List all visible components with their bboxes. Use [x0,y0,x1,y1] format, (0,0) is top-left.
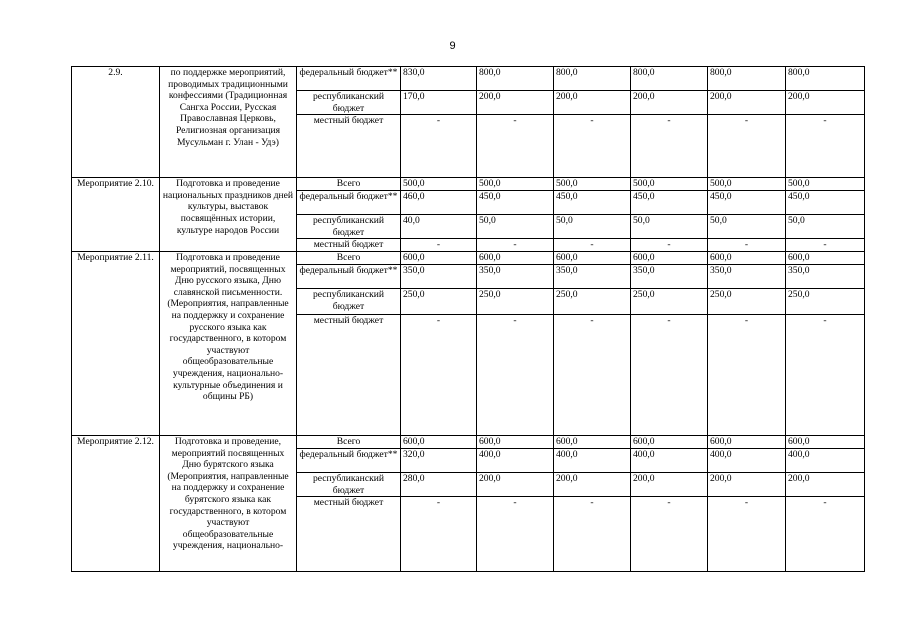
year-amount: 600,0 [477,251,554,264]
year-amount: 600,0 [708,251,786,264]
table-row [72,435,865,448]
year-amount: 350,0 [477,264,554,288]
funding-source: федеральный бюджет** [297,448,401,472]
year-amount: 200,0 [786,472,865,496]
year-amount: 250,0 [477,288,554,314]
year-amount: 500,0 [477,178,554,191]
funding-source: республиканский бюджет [297,215,401,239]
year-amount: - [631,115,708,178]
year-amount: 400,0 [554,448,631,472]
table-row [72,67,865,91]
year-amount: 50,0 [786,215,865,239]
year-amount: 600,0 [631,435,708,448]
funding-source: федеральный бюджет** [297,67,401,91]
year-amount: 200,0 [554,472,631,496]
year-amount: 450,0 [554,191,631,215]
year-amount: - [401,115,477,178]
year-amount: 600,0 [401,435,477,448]
year-amount: - [477,497,554,572]
year-amount: 460,0 [401,191,477,215]
year-amount: 800,0 [708,67,786,91]
year-amount: 830,0 [401,67,477,91]
year-amount: - [631,239,708,252]
year-amount: 350,0 [631,264,708,288]
funding-source: Всего [297,251,401,264]
year-amount: 800,0 [477,67,554,91]
funding-source: федеральный бюджет** [297,191,401,215]
year-amount: - [786,497,865,572]
funding-source: местный бюджет [297,497,401,572]
year-amount: 350,0 [401,264,477,288]
event-number: Мероприятие 2.10. [72,178,160,252]
funding-source: республиканский бюджет [297,472,401,496]
year-amount: 400,0 [477,448,554,472]
year-amount: - [554,497,631,572]
year-amount: 280,0 [401,472,477,496]
year-amount: 800,0 [554,67,631,91]
year-amount: - [786,239,865,252]
year-amount: 500,0 [631,178,708,191]
year-amount: - [786,314,865,435]
year-amount: - [477,239,554,252]
year-amount: 200,0 [477,91,554,115]
year-amount: - [708,314,786,435]
year-amount: 250,0 [401,288,477,314]
year-amount: 600,0 [401,251,477,264]
year-amount: 400,0 [708,448,786,472]
year-amount: 350,0 [786,264,865,288]
year-amount: - [631,314,708,435]
year-amount: - [631,497,708,572]
year-amount: 500,0 [401,178,477,191]
year-amount: 450,0 [631,191,708,215]
event-name: Подготовка и проведение мероприятий, посвященных Дню русского языка, Дню славянской письменности. (Мероприятия, направленные на поддержку и сохранение русского языка как государственного, в котором участвуют общеобразовательные учреждения, национально-культурные объединения и общины РБ) [160,251,297,435]
event-name: Подготовка и проведение национальных праздников дней культуры, выставок посвящённых истории, культуре народов России [160,178,297,252]
year-amount: 200,0 [631,472,708,496]
year-amount: 320,0 [401,448,477,472]
year-amount: - [708,497,786,572]
year-amount: 500,0 [708,178,786,191]
year-amount: 800,0 [631,67,708,91]
year-amount: 600,0 [631,251,708,264]
year-amount: 350,0 [708,264,786,288]
year-amount: 200,0 [708,472,786,496]
event-number: 2.9. [72,67,160,178]
year-amount: 50,0 [477,215,554,239]
year-amount: 400,0 [786,448,865,472]
event-name: по поддержке мероприятий, проводимых традиционными конфессиями (Традиционная Сангха России, Русская Православная Церковь, Религиозная организация Мусульман г. Улан - Удэ) [160,67,297,178]
page-number: 9 [449,40,456,52]
year-amount: 200,0 [477,472,554,496]
year-amount: - [401,497,477,572]
year-amount: 250,0 [786,288,865,314]
year-amount: - [554,115,631,178]
year-amount: 500,0 [554,178,631,191]
year-amount: 200,0 [708,91,786,115]
event-number: Мероприятие 2.11. [72,251,160,435]
funding-source: Всего [297,178,401,191]
year-amount: 50,0 [631,215,708,239]
funding-source: местный бюджет [297,314,401,435]
year-amount: - [477,115,554,178]
funding-source: республиканский бюджет [297,91,401,115]
year-amount: 40,0 [401,215,477,239]
year-amount: 170,0 [401,91,477,115]
year-amount: - [401,239,477,252]
year-amount: - [554,314,631,435]
year-amount: - [708,115,786,178]
year-amount: 400,0 [631,448,708,472]
event-number: Мероприятие 2.12. [72,435,160,571]
year-amount: 600,0 [477,435,554,448]
year-amount: 250,0 [631,288,708,314]
table-row [72,251,865,264]
year-amount: 450,0 [708,191,786,215]
year-amount: 200,0 [786,91,865,115]
year-amount: 450,0 [786,191,865,215]
year-amount: 250,0 [708,288,786,314]
year-amount: - [786,115,865,178]
year-amount: 800,0 [786,67,865,91]
year-amount: 50,0 [554,215,631,239]
year-amount: 600,0 [554,435,631,448]
year-amount: - [554,239,631,252]
year-amount: 450,0 [477,191,554,215]
year-amount: 350,0 [554,264,631,288]
year-amount: 200,0 [554,91,631,115]
year-amount: 600,0 [786,435,865,448]
table-row [72,178,865,191]
year-amount: 200,0 [631,91,708,115]
event-name: Подготовка и проведение, мероприятий посвященных Дню бурятского языка (Мероприятия, направленные на поддержку и сохранение бурятского языка как государственного, в котором участвуют общеобразовательные учреждения, национально- [160,435,297,571]
year-amount: - [708,239,786,252]
funding-source: республиканский бюджет [297,288,401,314]
year-amount: 500,0 [786,178,865,191]
year-amount: 600,0 [708,435,786,448]
funding-source: местный бюджет [297,239,401,252]
funding-source: местный бюджет [297,115,401,178]
budget-table [71,66,865,572]
year-amount: 600,0 [554,251,631,264]
year-amount: 250,0 [554,288,631,314]
funding-source: Всего [297,435,401,448]
year-amount: - [401,314,477,435]
year-amount: 600,0 [786,251,865,264]
year-amount: 50,0 [708,215,786,239]
funding-source: федеральный бюджет** [297,264,401,288]
year-amount: - [477,314,554,435]
